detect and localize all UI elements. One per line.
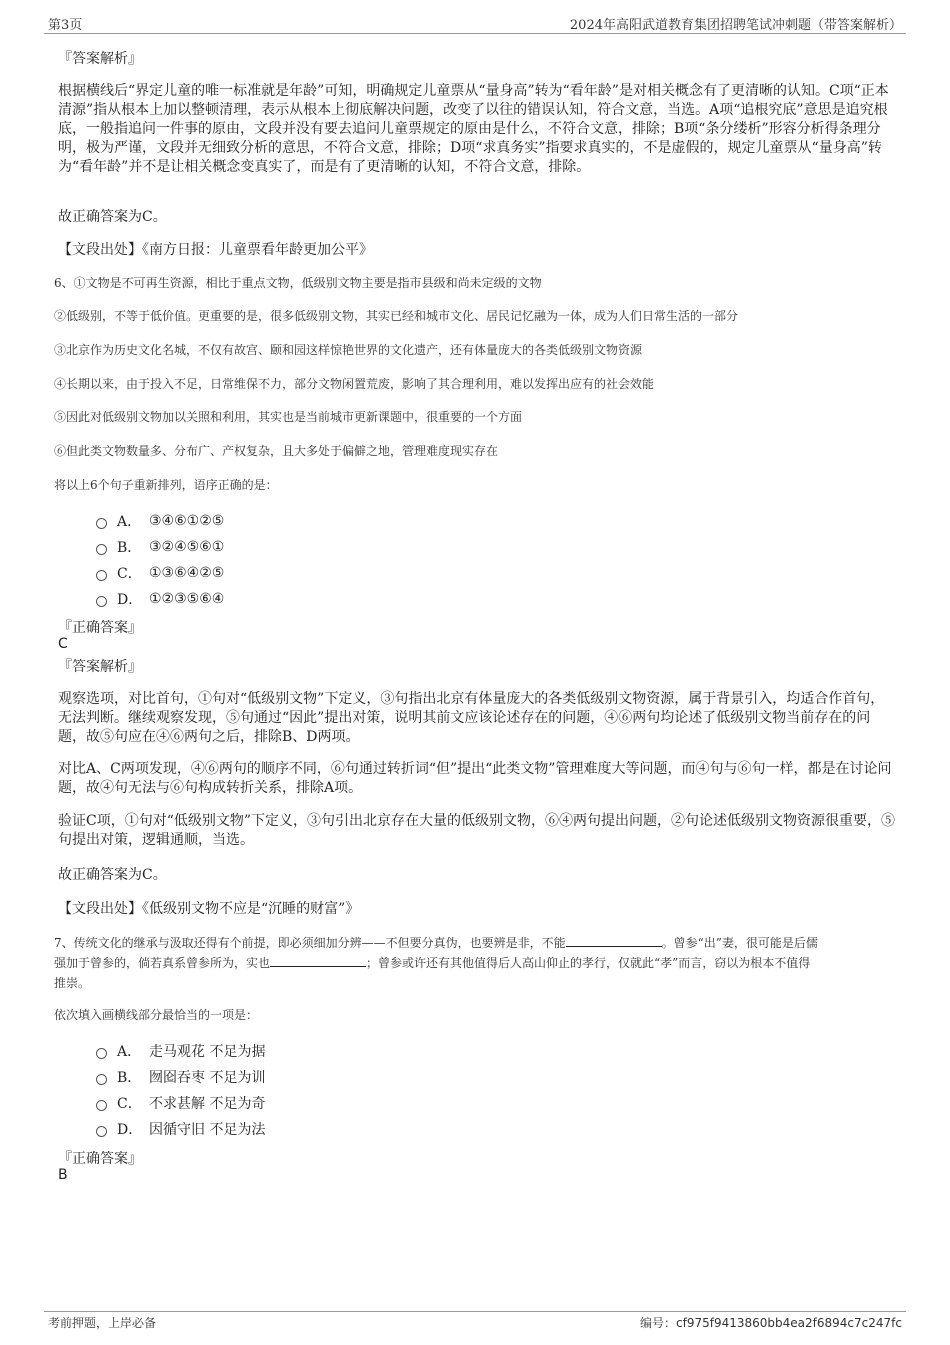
analysis-label: 『答案解析』 [58,659,142,675]
source-citation: 【文段出处】《低级别文物不应是“沉睡的财富”》 [58,901,360,917]
radio-icon[interactable] [96,1048,107,1059]
q7-stem: 7、传统文化的继承与汲取还得有个前提，即必须细加分辨——不但要分真伪，也要辨是非，不能 。曾参“出”妻，很可能是后儒 强加于曾参的，倘若真系曾参所为，实也 ；曾参或许还有其他值得后人高山仰止的孝行，仅就此“孝”而言，窃以为根本不值得 推崇。 [54,936,818,990]
q6-prompt: 将以上6个句子重新排列，语序正确的是： [54,478,278,492]
radio-icon[interactable] [96,544,107,555]
q6-analysis-paragraph-2: 对比A、C两项发现，④⑥两句的顺序不同，⑥句通过转折词“但”提出“此类文物”管理难度大等问题，而④句与⑥句一样，都是在讨论问题，故④句无法与⑥句构成转折关系，排除A项。 [58,761,892,796]
radio-icon[interactable] [96,518,107,529]
radio-icon[interactable] [96,596,107,607]
q6-option-b[interactable]: B． ③②④⑤⑥① [96,537,224,557]
q6-sentence-2: ②低级别，不等于低价值。更重要的是，很多低级别文物，其实已经和城市文化、居民记忆融为一体，成为人们日常生活的一部分 [54,309,739,323]
q6-sentence-5: ⑤因此对低级别文物加以关照和利用，其实也是当前城市更新课题中，很重要的一个方面 [54,410,523,424]
correct-answer-label: 『正确答案』 [58,1151,142,1167]
radio-icon[interactable] [96,1126,107,1137]
radio-icon[interactable] [96,570,107,581]
document-title: 2024年高阳武道教育集团招聘笔试冲刺题（带答案解析） [569,18,902,33]
correct-answer-label: 『正确答案』 [58,620,142,636]
analysis-paragraph: 根据横线后“界定儿童的唯一标准就是年龄”可知，明确规定儿童票从“量身高”转为“看年龄”是对相关概念有了更清晰的认知。C项“正本清源”指从根本上加以整顿清理，表示从根本上彻底解决问题，改变了以往的错误认知，符合文意，当选。A项“追根究底”意思是追究根底，一般指追问一件事的原由，文段并没有要去追问儿童票规定的原由是什么，不符合文意，排除；B项“条分缕析”形容分析得条理分明，极为严谨，文段并无细致分析的意思，不符合文意，排除；D项“求真务实”指要求真实的，不是虚假的，规定儿童票从“量身高”转为“看年龄”并不是让相关概念变真实了，而是有了更清晰的认知，不符合文意，排除。 [58,83,889,175]
page-number: 第3页 [48,18,83,33]
radio-icon[interactable] [96,1074,107,1085]
blank-2 [270,954,366,967]
q7-prompt: 依次填入画横线部分最恰当的一项是： [54,1008,259,1022]
q6-sentence-4: ④长期以来，由于投入不足，日常维保不力，部分文物闲置荒废，影响了其合理利用，难以发挥出应有的社会效能 [54,377,655,391]
document-id: 编号：cf975f9413860bb4ea2f6894c7c247fc [640,1316,902,1330]
answer-conclusion: 故正确答案为C。 [58,867,167,883]
q6-option-a[interactable]: A． ③④⑥①②⑤ [96,511,224,531]
answer-conclusion: 故正确答案为C。 [58,209,167,225]
q6-option-d[interactable]: D． ①②③⑤⑥④ [96,589,224,609]
q6-analysis-paragraph-1: 观察选项，对比首句，①句对“低级别文物”下定义，③句指出北京有体量庞大的各类低级别文物资源，属于背景引入，均适合作首句，无法判断。继续观察发现，⑤句通过“因此”提出对策，说明其前文应该论述存在的问题，④⑥两句均论述了低级别文物当前存在的问题，故⑤句应在④⑥两句之后，排除B、D两项。 [58,691,885,745]
radio-icon[interactable] [96,1100,107,1111]
q6-sentence-1: 6、①文物是不可再生资源，相比于重点文物，低级别文物主要是指市县级和尚未定级的文物 [54,276,542,290]
q7-option-c[interactable]: C． 不求甚解 不足为奇 [96,1093,265,1113]
q7-option-b[interactable]: B． 囫囵吞枣 不足为训 [96,1067,265,1087]
analysis-label: 『答案解析』 [58,51,142,67]
q7-option-a[interactable]: A． 走马观花 不足为据 [96,1041,265,1061]
q6-sentence-3: ③北京作为历史文化名城，不仅有故宫、颐和园这样惊艳世界的文化遗产，还有体量庞大的各类低级别文物资源 [54,343,643,357]
q6-sentence-6: ⑥但此类文物数量多、分布广、产权复杂，且大多处于偏僻之地，管理难度现实存在 [54,444,499,458]
footer-slogan: 考前押题，上岸必备 [48,1316,157,1330]
source-citation: 【文段出处】《南方日报：儿童票看年龄更加公平》 [58,242,373,258]
correct-answer-value: C [58,636,68,652]
q7-option-d[interactable]: D． 因循守旧 不足为法 [96,1119,265,1139]
blank-1 [566,934,662,947]
q6-analysis-paragraph-3: 验证C项，①句对“低级别文物”下定义，③句引出北京存在大量的低级别文物，⑥④两句提出问题，②句论述低级别文物资源很重要，⑤句提出对策，逻辑通顺，当选。 [58,813,896,848]
q6-option-c[interactable]: C． ①③⑥④②⑤ [96,563,224,583]
correct-answer-value: B [58,1167,68,1183]
footer-rule [44,1311,906,1312]
header-rule [44,33,906,34]
